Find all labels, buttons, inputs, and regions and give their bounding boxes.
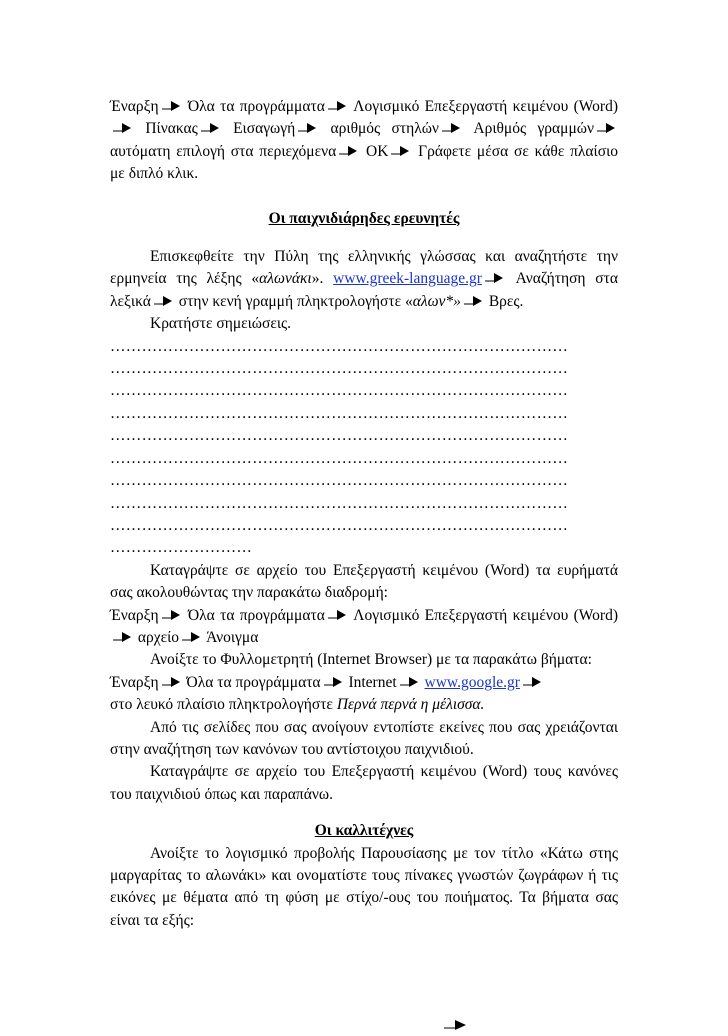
arrow-right-icon [444, 1018, 466, 1030]
arrow-right-icon [162, 676, 180, 688]
step-text: Άνοιγμα [206, 628, 259, 646]
notes-lines [110, 336, 618, 560]
arrow-right-icon [324, 676, 342, 688]
step-text: αυτόματη επιλογή στα περιεχόμενα [110, 142, 337, 160]
heading-text: Οι παιχνιδιάρηδες ερευνητές [268, 209, 460, 227]
step-text: Βρες. [488, 292, 524, 310]
arrow-right-icon [485, 272, 503, 284]
step-text: Εισαγωγή [233, 120, 296, 138]
arrow-right-icon [339, 145, 357, 157]
browser-steps [110, 672, 618, 717]
paragraph-text: Επισκεφθείτε την Πύλη της ελληνικής γλώσσας και αναζητήστε την ερμηνεία της λέξης « [110, 248, 618, 288]
record-findings-instruction: Καταγράψτε σε αρχείο του Επεξεργαστή κειμένου (Word) τα ευρήματά σας ακολουθώντας την παρακάτω διαδρομή: [110, 561, 618, 602]
open-browser-instruction: Ανοίξτε το Φυλλομετρητή (Internet Browser) με τα παρακάτω βήματα: [150, 651, 592, 669]
paragraph-text: ». [311, 270, 324, 288]
step-text: Όλα τα προγράμματα [187, 98, 325, 115]
google-link[interactable]: www.google.gr [424, 673, 520, 691]
arrow-right-icon [400, 676, 418, 688]
step-text: Λογισμικό Επεξεργαστή κειμένου (Word) [353, 606, 618, 624]
arrow-right-icon [162, 609, 180, 621]
step-text: Πίνακας [145, 120, 198, 138]
dotted-line: …………………………………………………………………………… [110, 427, 569, 445]
step-text: Αριθμός γραμμών [473, 120, 594, 138]
arrow-right-icon [328, 100, 346, 112]
step-text: Έναρξη [110, 606, 159, 624]
dotted-line: …………………………………………………………………………… [110, 360, 569, 378]
greek-language-instructions [110, 246, 618, 313]
arrow-right-icon [597, 122, 615, 134]
arrow-right-icon [113, 631, 131, 643]
dotted-line: …………………………………………………………………………… [110, 472, 569, 490]
step-text: στην κενή γραμμή πληκτρολογήστε « [178, 292, 413, 310]
word-table-instructions [110, 96, 618, 186]
arrow-right-icon [201, 122, 219, 134]
step-text: Λογισμικό Επεξεργαστή κειμένου (Word) [353, 98, 618, 115]
step-text: στο λευκό πλαίσιο πληκτρολογήστε [110, 696, 337, 714]
step-text: Όλα τα προγράμματα [186, 673, 321, 691]
arrow-right-icon [391, 145, 409, 157]
arrow-right-icon [154, 295, 172, 307]
step-text: Έναρξη [110, 98, 159, 115]
step-text: Αναζήτηση στα λεξικά [110, 270, 619, 310]
arrow-right-icon [523, 676, 541, 688]
document-body [110, 96, 618, 932]
arrow-right-icon [298, 122, 316, 134]
arrow-right-icon [464, 295, 482, 307]
presentation-instruction: Ανοίξτε το λογισμικό προβολής Παρουσίασης με τον τίτλο «Κάτω στης μαργαρίτας το αλωνάκι» και ονοματίστε τους πίνακες γνωστών ζωγράφων ή τις εικόνες με θέματα από τη φύση με στίχο/-ους του ποιήματος. Τα βήματα σας είναι τα εξής: [110, 844, 618, 929]
section-heading-researchers [110, 208, 618, 230]
search-phrase: Περνά περνά η μέλισσα. [336, 696, 485, 714]
dotted-line: …………………………………………………………………………… [110, 516, 569, 534]
step-text: Γράφετε μέσα σε κάθε πλαίσιο με διπλό κλικ. [110, 142, 618, 183]
dotted-line: …………………………………………………………………………… [110, 404, 569, 422]
notes-instruction: Κρατήστε σημειώσεις. [150, 315, 292, 333]
dotted-line: …………………………………………………………………………… [110, 382, 569, 400]
dotted-line-short: ……………………… [110, 539, 253, 557]
section-heading-artists [110, 820, 618, 842]
greek-language-link[interactable]: www.greek-language.gr [333, 270, 482, 288]
dotted-line: …………………………………………………………………………… [110, 449, 569, 467]
dotted-line: …………………………………………………………………………… [110, 494, 569, 512]
step-text: OK [366, 142, 389, 160]
arrow-right-icon [442, 122, 460, 134]
arrow-right-icon [113, 122, 131, 134]
open-file-path [110, 605, 618, 650]
find-pages-instruction: Από τις σελίδες που σας ανοίγουν εντοπίστε εκείνες που σας χρειάζονται στην αναζήτηση των κανόνων του αντίστοιχου παιχνιδιού. [110, 718, 618, 758]
step-text: Όλα τα προγράμματα [187, 606, 325, 624]
step-text: αριθμός στηλών [330, 120, 439, 138]
step-text: Internet [348, 673, 397, 691]
arrow-right-icon [162, 100, 180, 112]
heading-text: Οι καλλιτέχνες [314, 822, 414, 840]
italic-word: αλωνάκι [259, 270, 312, 288]
italic-word: αλων*» [412, 292, 461, 310]
dotted-line: …………………………………………………………………………… [110, 337, 569, 355]
arrow-right-icon [328, 609, 346, 621]
step-text: Έναρξη [110, 673, 159, 691]
arrow-right-icon [182, 631, 200, 643]
record-rules-instruction: Καταγράψτε σε αρχείο του Επεξεργαστή κειμένου (Word) τους κανόνες του παιχνιδιού όπως και παραπάνω. [110, 763, 618, 803]
step-text: αρχείο [137, 628, 180, 646]
